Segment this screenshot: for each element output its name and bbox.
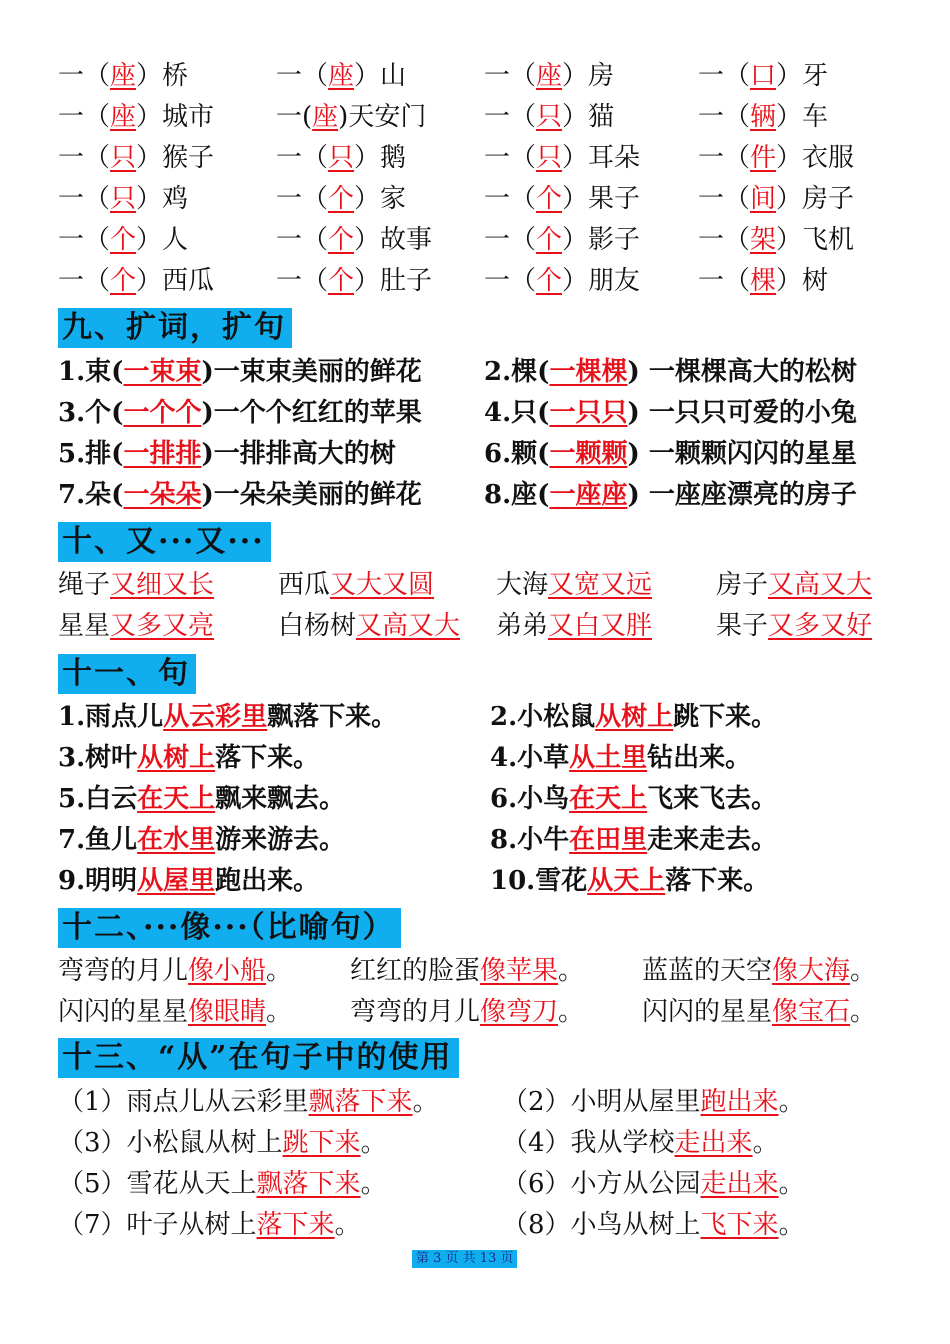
answer-text: 座	[110, 61, 137, 91]
answer-text: 个	[328, 184, 355, 214]
sentence-item	[58, 822, 345, 858]
item-suffix: ）猴子	[136, 143, 215, 173]
item-prefix: 大海	[496, 570, 549, 600]
item-suffix: 。	[334, 1210, 361, 1240]
expand-item	[58, 436, 396, 472]
answer-text: 一束束	[123, 357, 202, 387]
item-prefix: 3.树叶	[58, 743, 138, 773]
item-prefix: （5）雪花从天上	[58, 1169, 257, 1199]
item-prefix: 红红的脸蛋	[350, 956, 481, 986]
item-suffix: 。	[360, 1128, 387, 1158]
answer-text: 跑出来	[700, 1087, 779, 1117]
double-you-item	[716, 608, 872, 644]
item-prefix: （1）雨点儿从云彩里	[58, 1087, 309, 1117]
item-prefix: 一（	[58, 102, 111, 132]
answer-text: 飘落下来	[308, 1087, 413, 1117]
item-prefix: 一（	[276, 143, 329, 173]
item-prefix: 一（	[484, 143, 537, 173]
item-prefix: 星星	[58, 611, 111, 641]
item-suffix: ）鸡	[136, 184, 189, 214]
answer-text: 飘落下来	[256, 1169, 361, 1199]
sentence-item	[58, 781, 345, 817]
item-suffix: )一朵朵美丽的鲜花	[201, 480, 422, 510]
item-prefix: （6）小方从公园	[502, 1169, 701, 1199]
double-you-item	[716, 567, 872, 603]
item-suffix: 。	[558, 956, 585, 986]
answer-text: 棵	[750, 266, 777, 296]
item-suffix: ）车	[776, 102, 829, 132]
item-suffix: ）鹅	[354, 143, 407, 173]
measure-word-item	[58, 181, 188, 217]
item-prefix: （3）小松鼠从树上	[58, 1128, 283, 1158]
answer-text: 又白又胖	[548, 611, 653, 641]
answer-text: 只	[110, 184, 137, 214]
item-prefix: 2.小松鼠	[490, 702, 596, 732]
answer-text: 在天上	[137, 784, 216, 814]
item-prefix: 9.明明	[58, 866, 138, 896]
item-prefix: 弟弟	[496, 611, 549, 641]
answer-text: 一只只	[549, 398, 628, 428]
item-prefix: 一（	[484, 225, 537, 255]
answer-text: 落下来	[256, 1210, 335, 1240]
expand-item	[58, 477, 422, 513]
item-prefix: 弯弯的月儿	[58, 956, 189, 986]
item-prefix: （2）小明从屋里	[502, 1087, 701, 1117]
measure-word-item	[58, 263, 214, 299]
item-suffix: 落下来。	[215, 743, 320, 773]
answer-text: 座	[312, 102, 339, 132]
answer-text: 在水里	[137, 825, 216, 855]
answer-text: 从树上	[595, 702, 674, 732]
item-prefix: 房子	[716, 570, 769, 600]
item-prefix: 一（	[58, 61, 111, 91]
measure-word-item	[58, 58, 188, 94]
item-prefix: 5.排(	[58, 439, 124, 469]
item-suffix: ）飞机	[776, 225, 855, 255]
answer-text: 只	[110, 143, 137, 173]
item-prefix: （8）小鸟从树上	[502, 1210, 701, 1240]
item-prefix: 7.鱼儿	[58, 825, 138, 855]
item-prefix: 一（	[484, 266, 537, 296]
item-prefix: 一（	[276, 225, 329, 255]
measure-word-item	[484, 99, 614, 135]
item-suffix: 。	[752, 1128, 779, 1158]
item-prefix: 一（	[58, 266, 111, 296]
sentence-item	[490, 822, 777, 858]
item-suffix: ）肚子	[354, 266, 433, 296]
measure-word-item	[698, 222, 854, 258]
item-prefix: 一（	[698, 266, 751, 296]
answer-text: 从天上	[587, 866, 666, 896]
answer-text: 一个个	[123, 398, 202, 428]
item-suffix: )一个个红红的苹果	[201, 398, 422, 428]
answer-text: 飞下来	[700, 1210, 779, 1240]
item-prefix: 果子	[716, 611, 769, 641]
answer-text: 一棵棵	[549, 357, 628, 387]
measure-word-item	[276, 58, 406, 94]
item-prefix: 4.只(	[484, 398, 550, 428]
answer-text: 像宝石	[772, 997, 851, 1027]
measure-word-item	[698, 99, 828, 135]
measure-word-item	[484, 140, 640, 176]
item-prefix: 一（	[276, 266, 329, 296]
cong-item	[502, 1084, 805, 1120]
double-you-item	[278, 608, 460, 644]
item-suffix: 。	[778, 1169, 805, 1199]
answer-text: 一朵朵	[123, 480, 202, 510]
page-footer: 第 3 页 共 13 页	[412, 1250, 517, 1268]
answer-text: 从土里	[569, 743, 648, 773]
sentence-item	[490, 781, 777, 817]
item-suffix: 。	[558, 997, 585, 1027]
item-prefix: 3.个(	[58, 398, 124, 428]
cong-item	[58, 1084, 439, 1120]
answer-text: 个	[536, 184, 563, 214]
item-suffix: )一束束美丽的鲜花	[201, 357, 422, 387]
item-prefix: 一（	[484, 184, 537, 214]
simile-item	[58, 994, 292, 1030]
answer-text: 跳下来	[282, 1128, 361, 1158]
item-prefix: 8.小牛	[490, 825, 570, 855]
item-suffix: ) 一只只可爱的小兔	[627, 398, 857, 428]
item-suffix: ）城市	[136, 102, 215, 132]
simile-item	[58, 953, 292, 989]
item-prefix: 10.雪花	[490, 866, 588, 896]
expand-item	[58, 354, 422, 390]
item-prefix: 西瓜	[278, 570, 331, 600]
answer-text: 座	[110, 102, 137, 132]
item-suffix: ）桥	[136, 61, 189, 91]
item-prefix: （7）叶子从树上	[58, 1210, 257, 1240]
answer-text: 个	[110, 225, 137, 255]
item-prefix: 一（	[58, 143, 111, 173]
item-prefix: 弯弯的月儿	[350, 997, 481, 1027]
item-suffix: 落下来。	[665, 866, 770, 896]
answer-text: 在田里	[569, 825, 648, 855]
item-suffix: 走来走去。	[647, 825, 778, 855]
item-prefix: 一（	[698, 225, 751, 255]
sentence-item	[58, 863, 319, 899]
item-prefix: 8.座(	[484, 480, 550, 510]
answer-text: 个	[328, 266, 355, 296]
item-suffix: 跳下来。	[673, 702, 778, 732]
answer-text: 在天上	[569, 784, 648, 814]
item-suffix: 。	[850, 956, 877, 986]
item-prefix: 一（	[276, 61, 329, 91]
item-prefix: 一（	[276, 184, 329, 214]
item-suffix: )一排排高大的树	[201, 439, 396, 469]
item-prefix: 5.白云	[58, 784, 138, 814]
answer-text: 又高又大	[356, 611, 461, 641]
item-suffix: ）故事	[354, 225, 433, 255]
measure-word-item	[484, 181, 640, 217]
answer-text: 座	[536, 61, 563, 91]
measure-word-item	[276, 99, 426, 135]
item-suffix: 跑出来。	[215, 866, 320, 896]
section9-heading: 九、扩词，扩句	[58, 308, 292, 348]
item-suffix: ）影子	[562, 225, 641, 255]
item-suffix: ）衣服	[776, 143, 855, 173]
cong-item	[502, 1207, 805, 1243]
item-suffix: ）猫	[562, 102, 615, 132]
item-suffix: 飞来飞去。	[647, 784, 778, 814]
measure-word-item	[698, 140, 854, 176]
answer-text: 架	[750, 225, 777, 255]
item-suffix: 。	[266, 956, 293, 986]
answer-text: 走出来	[700, 1169, 779, 1199]
item-suffix: ）人	[136, 225, 189, 255]
answer-text: 从屋里	[137, 866, 216, 896]
cong-item	[58, 1166, 387, 1202]
item-prefix: 绳子	[58, 570, 111, 600]
item-suffix: 飘落下来。	[267, 702, 398, 732]
answer-text: 只	[536, 102, 563, 132]
answer-text: 只	[328, 143, 355, 173]
answer-text: 从云彩里	[163, 702, 268, 732]
measure-word-item	[276, 263, 432, 299]
item-prefix: 1.束(	[58, 357, 124, 387]
simile-item	[642, 953, 876, 989]
double-you-item	[496, 608, 652, 644]
item-suffix: 。	[266, 997, 293, 1027]
expand-item	[484, 395, 857, 431]
item-suffix: ）树	[776, 266, 829, 296]
item-suffix: ）房子	[776, 184, 855, 214]
answer-text: 又高又大	[768, 570, 873, 600]
measure-word-item	[698, 263, 828, 299]
double-you-item	[58, 567, 214, 603]
item-suffix: 。	[778, 1087, 805, 1117]
measure-word-item	[58, 222, 188, 258]
answer-text: 个	[536, 225, 563, 255]
measure-word-item	[698, 58, 828, 94]
item-prefix: 蓝蓝的天空	[642, 956, 773, 986]
item-prefix: （4）我从学校	[502, 1128, 675, 1158]
item-suffix: ）牙	[776, 61, 829, 91]
expand-item	[484, 477, 857, 513]
item-prefix: 2.棵(	[484, 357, 550, 387]
item-prefix: 一（	[58, 225, 111, 255]
item-suffix: ) 一颗颗闪闪的星星	[627, 439, 857, 469]
item-suffix: 。	[850, 997, 877, 1027]
item-suffix: 钻出来。	[647, 743, 752, 773]
cong-item	[502, 1166, 805, 1202]
answer-text: 个	[328, 225, 355, 255]
sentence-item	[490, 863, 769, 899]
item-suffix: 飘来飘去。	[215, 784, 346, 814]
item-prefix: 一（	[698, 143, 751, 173]
sentence-item	[490, 699, 777, 735]
answer-text: 座	[328, 61, 355, 91]
simile-item	[642, 994, 876, 1030]
answer-text: 又多又好	[768, 611, 873, 641]
answer-text: 口	[750, 61, 777, 91]
sentence-item	[58, 740, 319, 776]
answer-text: 又细又长	[110, 570, 215, 600]
item-prefix: 一（	[58, 184, 111, 214]
double-you-item	[58, 608, 214, 644]
expand-item	[484, 354, 857, 390]
answer-text: 像眼睛	[188, 997, 267, 1027]
answer-text: 件	[750, 143, 777, 173]
answer-text: 一排排	[123, 439, 202, 469]
answer-text: 又宽又远	[548, 570, 653, 600]
item-prefix: 1.雨点儿	[58, 702, 164, 732]
answer-text: 走出来	[674, 1128, 753, 1158]
measure-word-item	[276, 222, 432, 258]
double-you-item	[496, 567, 652, 603]
answer-text: 像弯刀	[480, 997, 559, 1027]
answer-text: 像苹果	[480, 956, 559, 986]
item-prefix: 4.小草	[490, 743, 570, 773]
answer-text: 像小船	[188, 956, 267, 986]
sentence-item	[58, 699, 397, 735]
answer-text: 个	[536, 266, 563, 296]
measure-word-item	[698, 181, 854, 217]
section10-heading: 十、又···又···	[58, 522, 271, 562]
item-suffix: ）西瓜	[136, 266, 215, 296]
answer-text: 又大又圆	[330, 570, 435, 600]
item-prefix: 闪闪的星星	[58, 997, 189, 1027]
measure-word-item	[276, 181, 406, 217]
item-suffix: ）山	[354, 61, 407, 91]
item-prefix: 7.朵(	[58, 480, 124, 510]
item-suffix: 。	[412, 1087, 439, 1117]
item-suffix: )天安门	[338, 102, 427, 132]
double-you-item	[278, 567, 434, 603]
item-suffix: 。	[778, 1210, 805, 1240]
simile-item	[350, 953, 584, 989]
section12-heading: 十二、···像···（比喻句）	[58, 908, 401, 948]
item-prefix: 6.小鸟	[490, 784, 570, 814]
cong-item	[502, 1125, 779, 1161]
item-suffix: 。	[360, 1169, 387, 1199]
answer-text: 像大海	[772, 956, 851, 986]
item-prefix: 6.颗(	[484, 439, 550, 469]
answer-text: 个	[110, 266, 137, 296]
item-prefix: 一（	[698, 184, 751, 214]
measure-word-item	[276, 140, 406, 176]
expand-item	[58, 395, 422, 431]
item-suffix: 游来游去。	[215, 825, 346, 855]
measure-word-item	[58, 140, 214, 176]
answer-text: 辆	[750, 102, 777, 132]
measure-word-item	[484, 263, 640, 299]
cong-item	[58, 1125, 387, 1161]
expand-item	[484, 436, 857, 472]
item-suffix: ）耳朵	[562, 143, 641, 173]
answer-text: 一颗颗	[549, 439, 628, 469]
measure-word-item	[484, 58, 614, 94]
answer-text: 又多又亮	[110, 611, 215, 641]
item-suffix: ) 一棵棵高大的松树	[627, 357, 857, 387]
item-suffix: ) 一座座漂亮的房子	[627, 480, 857, 510]
item-prefix: 一（	[698, 61, 751, 91]
section11-heading: 十一、句	[58, 654, 196, 694]
sentence-item	[490, 740, 751, 776]
answer-text: 一座座	[549, 480, 628, 510]
item-suffix: ）房	[562, 61, 615, 91]
item-prefix: 一（	[484, 61, 537, 91]
cong-item	[58, 1207, 361, 1243]
item-prefix: 一（	[484, 102, 537, 132]
answer-text: 从树上	[137, 743, 216, 773]
section13-heading: 十三、“从”在句子中的使用	[58, 1038, 459, 1078]
measure-word-item	[484, 222, 640, 258]
item-prefix: 一（	[698, 102, 751, 132]
answer-text: 只	[536, 143, 563, 173]
item-prefix: 一(	[276, 102, 313, 132]
item-suffix: ）果子	[562, 184, 641, 214]
item-prefix: 闪闪的星星	[642, 997, 773, 1027]
simile-item	[350, 994, 584, 1030]
answer-text: 间	[750, 184, 777, 214]
item-suffix: ）朋友	[562, 266, 641, 296]
item-prefix: 白杨树	[278, 611, 357, 641]
item-suffix: ）家	[354, 184, 407, 214]
measure-word-item	[58, 99, 214, 135]
